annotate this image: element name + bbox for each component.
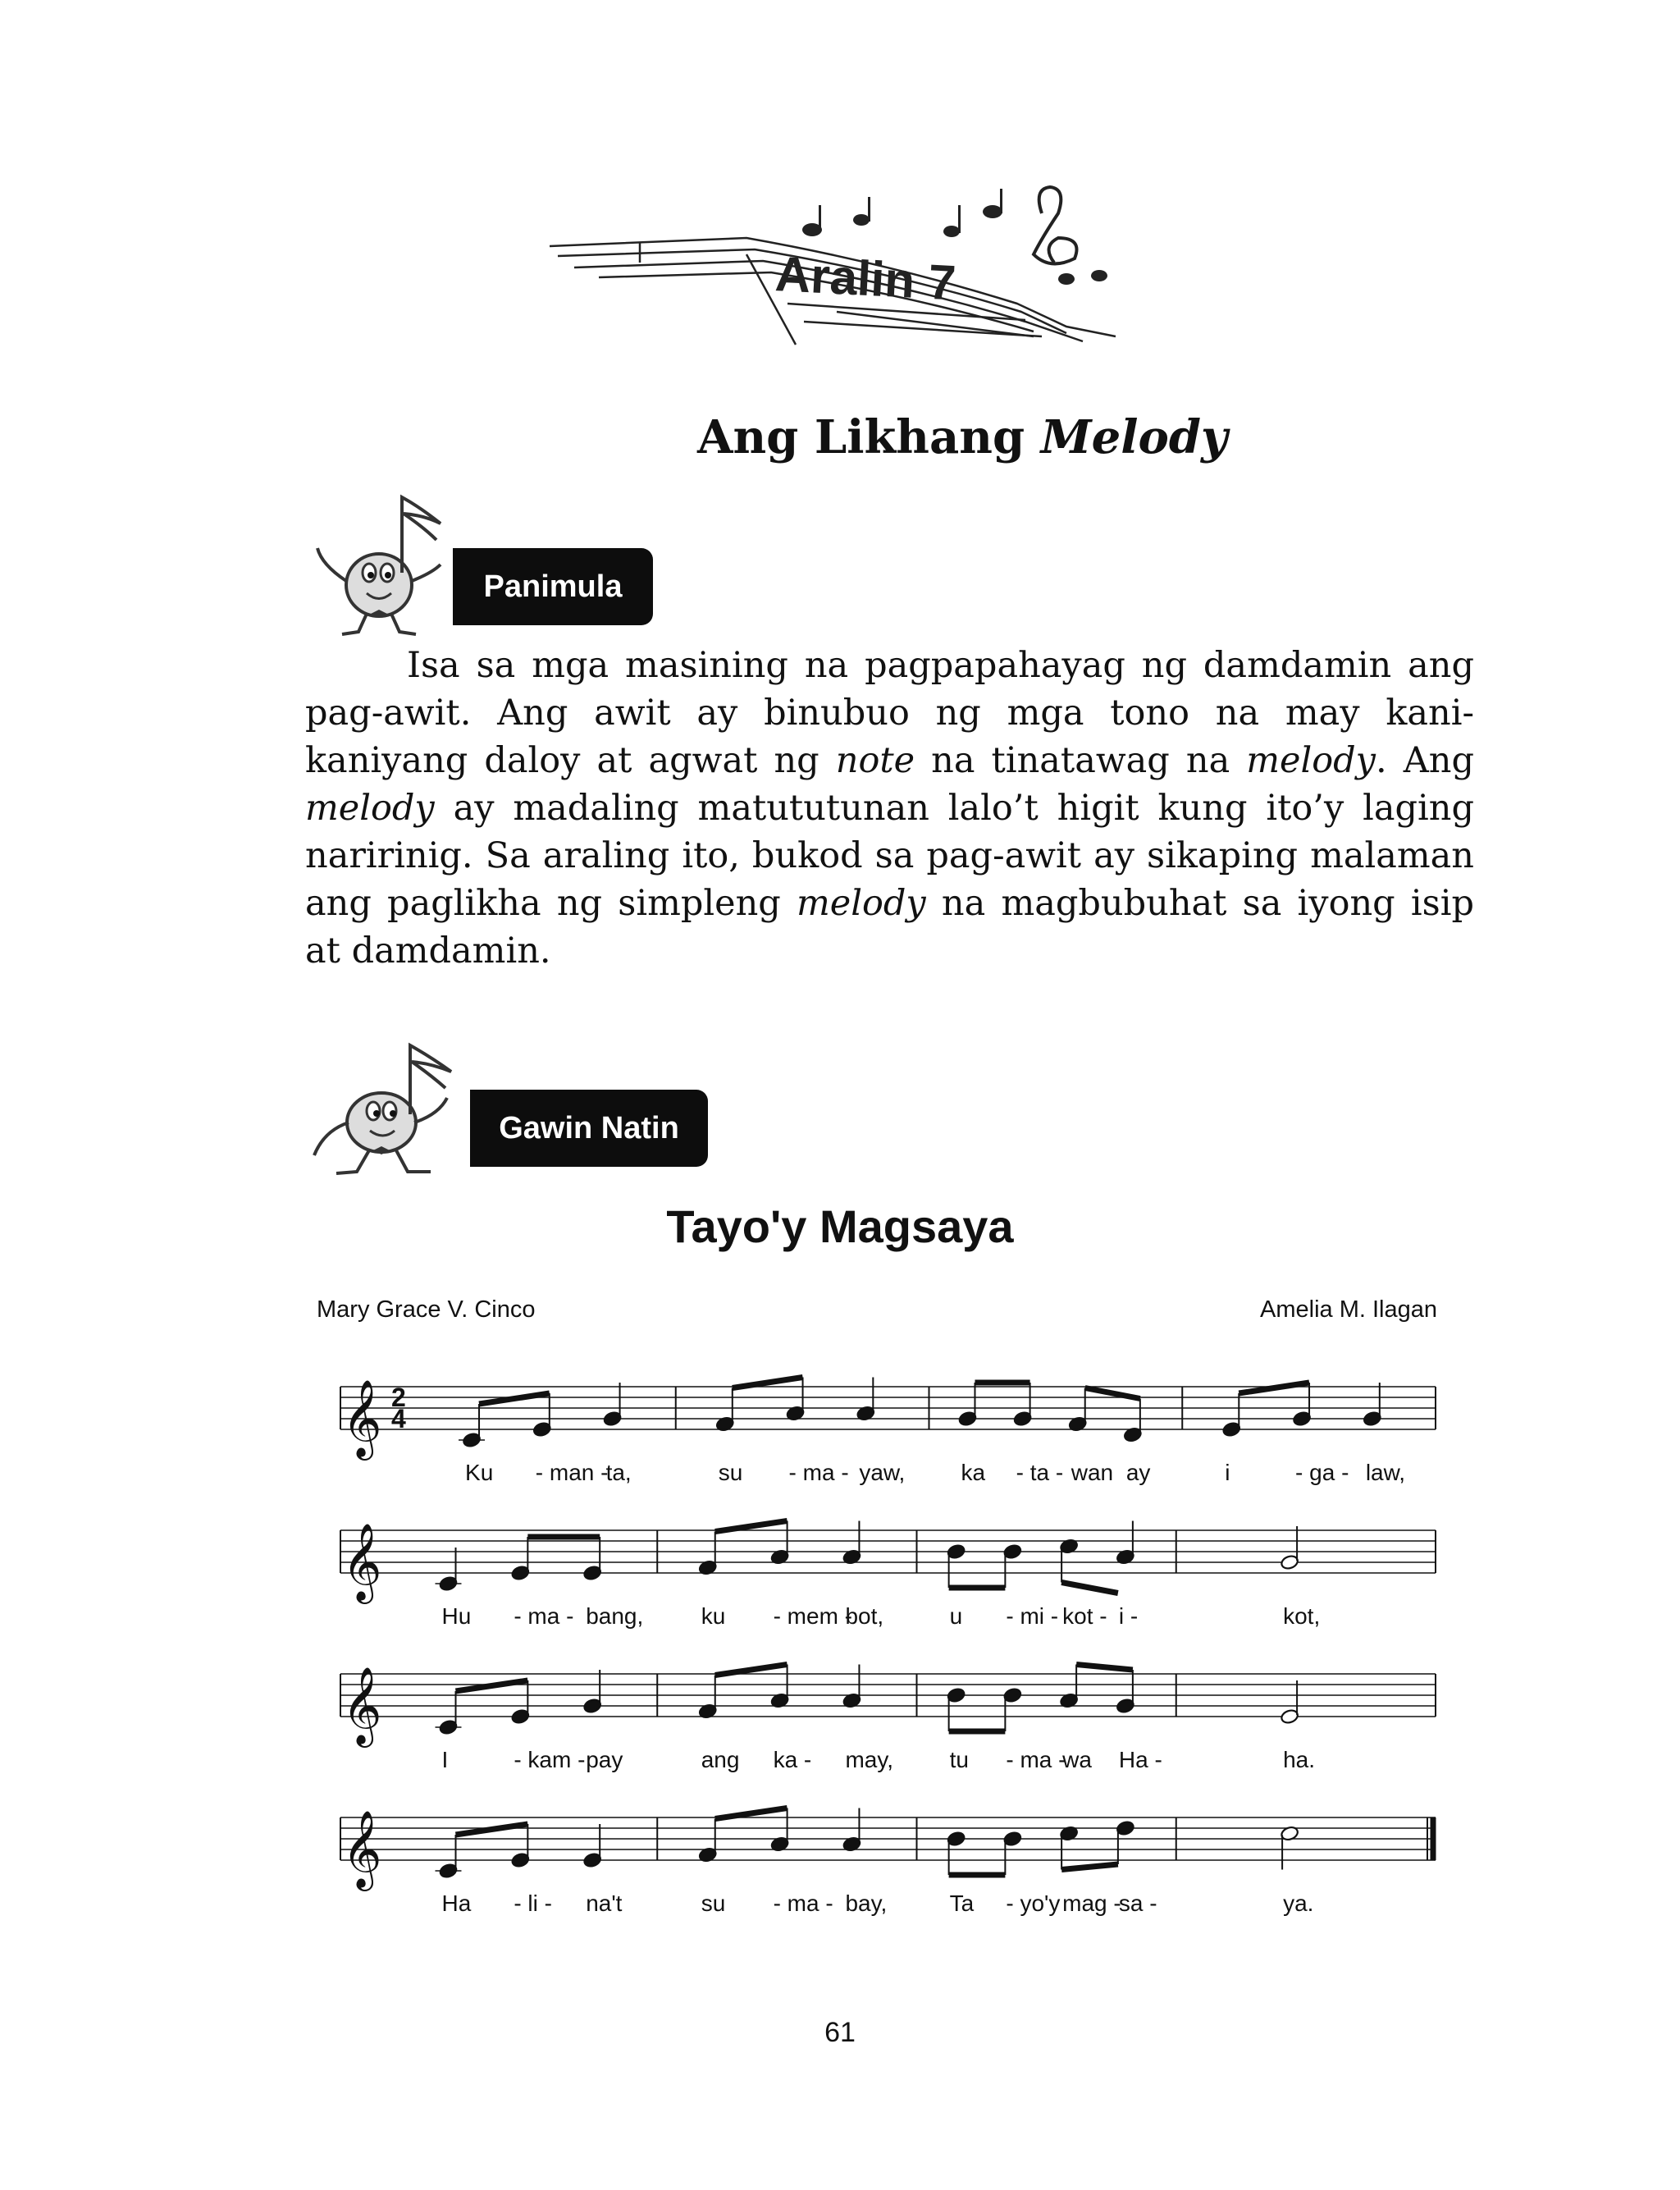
section-tag-gawin-natin: Gawin Natin — [470, 1090, 708, 1167]
lyric-syllable: wan — [1071, 1460, 1114, 1485]
song-title: Tayo'y Magsaya — [666, 1200, 1014, 1252]
note-beam — [455, 1680, 527, 1691]
lyric-syllable: Ku — [465, 1460, 494, 1485]
lyric-syllable: kot - — [1062, 1603, 1107, 1629]
title-italic: Melody — [1040, 410, 1228, 464]
lyric-syllable: bay, — [845, 1891, 888, 1916]
music-score — [304, 1370, 1452, 1961]
lyric-syllable: - mi - — [1006, 1603, 1059, 1629]
lyric-syllable: I — [441, 1747, 449, 1772]
lyric-syllable: ang — [701, 1747, 740, 1772]
lyric-syllable: ka — [961, 1460, 986, 1485]
lyric-syllable: tu — [949, 1747, 969, 1772]
lyric-syllable: bang, — [586, 1603, 644, 1629]
staff-system — [340, 1808, 1436, 1917]
lyric-syllable: ya. — [1283, 1891, 1314, 1916]
note-beam — [1061, 1583, 1118, 1593]
lyric-syllable: sa - — [1118, 1891, 1157, 1916]
song-composer: Amelia M. Ilagan — [1260, 1296, 1437, 1323]
lyric-syllable: ha. — [1283, 1747, 1316, 1772]
note-beam — [1076, 1665, 1133, 1671]
lyric-syllable: bot, — [845, 1603, 884, 1629]
note-beam — [479, 1393, 550, 1404]
lyric-syllable: law, — [1365, 1460, 1406, 1485]
treble-clef-icon: 𝄞 — [342, 1667, 382, 1744]
lyric-syllable: - ma - — [514, 1603, 574, 1629]
title-main: Ang Likhang — [697, 410, 1025, 464]
lyric-syllable: kot, — [1283, 1603, 1321, 1629]
lyric-syllable: - li - — [514, 1891, 552, 1916]
note-beam — [1239, 1383, 1309, 1393]
lesson-banner — [541, 181, 1165, 361]
page-title — [697, 410, 1228, 464]
lyric-syllable: wa — [1062, 1747, 1092, 1772]
lyric-syllable: su — [701, 1891, 726, 1916]
lesson-label: Aralin 7 — [774, 246, 957, 311]
lyric-syllable: ka - — [773, 1747, 812, 1772]
treble-clef-icon: 𝄞 — [342, 1810, 382, 1888]
treble-clef-icon: 𝄞 — [342, 1523, 382, 1601]
time-signature-bottom: 4 — [391, 1404, 406, 1433]
lyric-syllable: - yo'y — [1006, 1891, 1061, 1916]
note-beam — [455, 1824, 527, 1835]
lyric-syllable: u — [949, 1603, 963, 1629]
note-beam — [1061, 1864, 1118, 1870]
page-number: 61 — [824, 2017, 856, 2048]
lyric-syllable: - ma - — [773, 1891, 833, 1916]
intro-paragraph — [305, 642, 1474, 975]
lyric-syllable: - ma - — [1006, 1747, 1066, 1772]
lyric-syllable: pay — [586, 1747, 623, 1772]
lyric-syllable: su — [718, 1460, 743, 1485]
section-tag-panimula: Panimula — [453, 548, 653, 625]
lyric-syllable: i - — [1118, 1603, 1139, 1629]
staff-system — [340, 1378, 1436, 1486]
song-lyricist: Mary Grace V. Cinco — [317, 1296, 536, 1323]
intro-paragraph-text: Isa sa mga masining na pagpapahayag ng damdamin ang pag-awit. Ang awit ay binubuo ng mga tono na may kani-kaniyang daloy at agwat ng note na tinatawag na melody. Ang melody ay madaling matututunan lalo’t higit kung ito’y laging naririnig. Sa araling ito, bukod sa pag-awit ay sikaping malaman ang paglikha ng simpleng melody na magbubuhat sa iyong isip at damdamin. — [305, 645, 1474, 972]
time-signature-top: 2 — [391, 1383, 406, 1412]
lyric-syllable: Ta — [949, 1891, 975, 1916]
lyric-syllable: mag - — [1062, 1891, 1121, 1916]
note-mascot-icon — [305, 491, 453, 638]
lyric-syllable: may, — [845, 1747, 894, 1772]
staff-system — [340, 1521, 1436, 1630]
staff-system — [340, 1665, 1436, 1773]
lyric-syllable: - mem - — [773, 1603, 853, 1629]
lyric-syllable: - ma - — [788, 1460, 849, 1485]
treble-clef-icon: 𝄞 — [342, 1379, 382, 1457]
lyric-syllable: - kam - — [514, 1747, 586, 1772]
lyric-syllable: na't — [586, 1891, 623, 1916]
note-mascot-icon — [308, 1040, 472, 1180]
lyric-syllable: - ga - — [1295, 1460, 1349, 1485]
lyric-syllable: ta, — [605, 1460, 632, 1485]
lyric-syllable: Ha — [441, 1891, 472, 1916]
lyric-syllable: Ha - — [1118, 1747, 1162, 1772]
lyric-syllable: ku — [701, 1603, 726, 1629]
lyric-syllable: Hu — [441, 1603, 472, 1629]
lyric-syllable: yaw, — [859, 1460, 906, 1485]
lyric-syllable: i — [1225, 1460, 1230, 1485]
lyric-syllable: ay — [1125, 1460, 1151, 1485]
lyric-syllable: - man - — [535, 1460, 609, 1485]
lyric-syllable: - ta - — [1016, 1460, 1064, 1485]
